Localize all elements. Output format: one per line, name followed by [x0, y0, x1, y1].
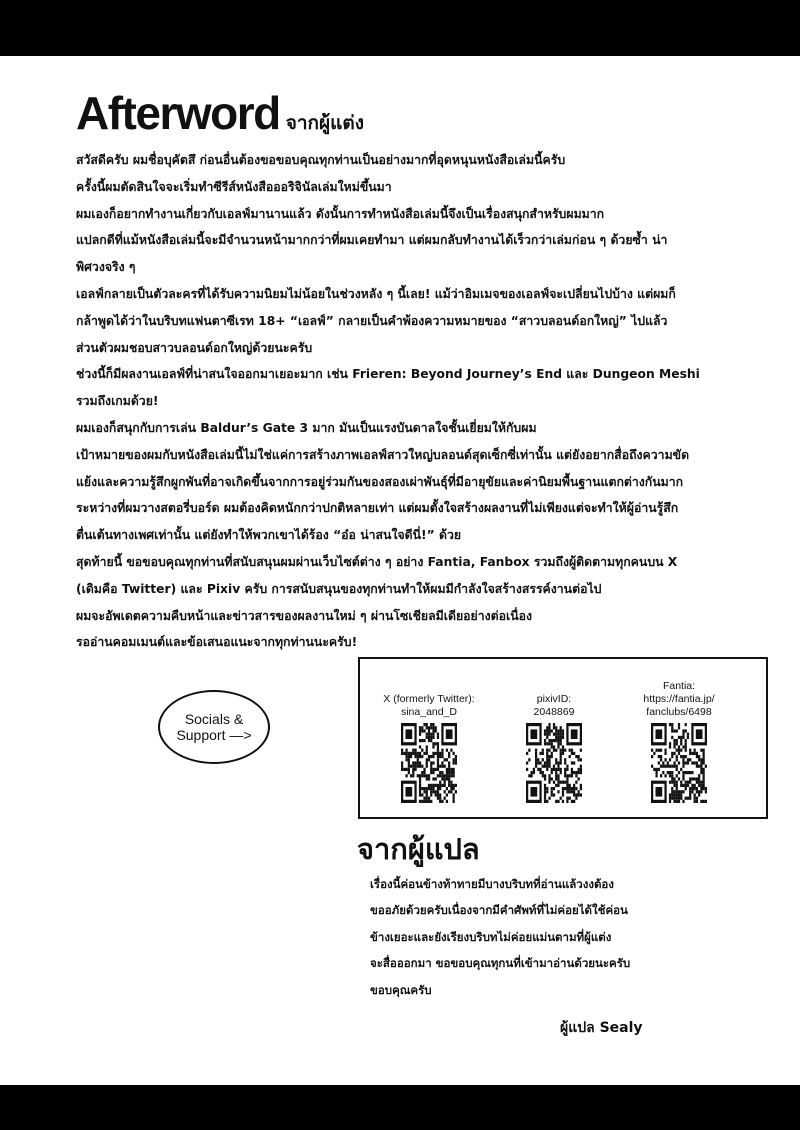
qr-label: fanclubs/6498	[646, 706, 712, 718]
translator-line: จะสื่อออกมา ขอขอบคุณทุกนที่เข้ามาอ่านด้วยนะครับ	[370, 956, 631, 971]
paragraph-line: เป้าหมายของผมกับหนังสือเล่มนี้ไม่ใช่แค่การสร้างภาพเอลฟ์สาวใหญ่บลอนด์สุดเซ็กซี่เท่านั้น แต่ยังอยากสื่อถึงความขัด	[76, 447, 690, 462]
translator-line: ขอบคุณครับ	[370, 982, 432, 997]
qr-label: https://fantia.jp/	[643, 693, 715, 705]
paragraph-line: สุดท้ายนี้ ขอขอบคุณทุกท่านที่สนับสนุนผมผ่านเว็บไซต์ต่าง ๆ อย่าง Fantia, Fanbox รวมถึงผู้ติดตามทุกคนบน X	[76, 554, 678, 569]
qr-x-twitter[interactable]	[364, 673, 494, 803]
paragraph-line: รวมถึงเกมด้วย!	[76, 394, 159, 409]
paragraph-line: เอลฟ์กลายเป็นตัวละครที่ได้รับความนิยมไม่น้อยในช่วงหลัง ๆ นี้เลย! แม้ว่าอิมเมจของเอลฟ์จะเปลี่ยนไปบ้าง แต่ผมก็	[76, 286, 676, 301]
qr-code-icon	[651, 723, 707, 803]
paragraph-line: ครั้งนี้ผมตัดสินใจจะเริ่มทำซีรีส์หนังสือออริจินัลเล่มใหม่ขึ้นมา	[76, 179, 392, 194]
translator-line: ข้างเยอะและยังเรียงบริบทไม่ค่อยแม่นตามที่ผู้แต่ง	[370, 929, 612, 944]
paragraph-line: แปลกดีที่แม้หนังสือเล่มนี้จะมีจำนวนหน้ามากกว่าที่ผมเคยทำมา แต่ผมกลับทำงานได้เร็วกว่าเล่มก่อน ๆ ด้วยซ้ำ น่า	[76, 233, 668, 248]
paragraph-line: พิศวงจริง ๆ	[76, 260, 136, 275]
translator-signature: ผู้แปล Sealy	[560, 1020, 643, 1036]
paragraph-line: ส่วนตัวผมชอบสาวบลอนด์อกใหญ่ด้วยนะครับ	[76, 340, 313, 355]
paragraph-line: ผมจะอัพเดตความคืบหน้าและข่าวสารของผลงานใหม่ ๆ ผ่านโซเชียลมีเดียอย่างต่อเนื่อง	[76, 608, 533, 623]
qr-pixiv[interactable]	[489, 679, 619, 803]
translator-note	[370, 871, 630, 1003]
socials-support-label	[158, 690, 270, 764]
bottom-black-bar	[0, 1085, 800, 1130]
paragraph-line: กล้าพูดได้ว่าในบริบทแฟนตาซีเรท 18+ “เอลฟ์” กลายเป็นคำพ้องความหมายของ “สาวบลอนด์อกใหญ่” ไปแล้ว	[76, 313, 668, 328]
qr-code-box	[358, 657, 768, 819]
socials-line2: Support —>	[176, 727, 252, 743]
paragraph-line: (เดิมคือ Twitter) และ Pixiv ครับ การสนับสนุนของทุกท่านทำให้ผมมีกำลังใจสร้างสรรค์งานต่อไป	[76, 581, 602, 596]
paragraph-line: ช่วงนี้ก็มีผลงานเอลฟ์ที่น่าสนใจออกมาเยอะมาก เช่น Frieren: Beyond Journey’s End และ Dungeon Meshi	[76, 367, 700, 382]
qr-code-icon	[401, 723, 457, 803]
paragraph-line: ตื่นเต้นทางเพศเท่านั้น แต่ยังทำให้พวกเขาได้ร้อง “อ๋อ น่าสนใจดีนี่!” ด้วย	[76, 528, 462, 543]
paragraph-line: สวัสดีครับ ผมชื่อบุคัตสึ ก่อนอื่นต้องขอขอบคุณทุกท่านเป็นอย่างมากที่อุดหนุนหนังสือเล่มนี้ครับ	[76, 153, 566, 167]
translator-line: เรื่องนี้ค่อนข้างท้าทายมีบางบริบทที่อ่านแล้วงงต้อง	[370, 877, 614, 891]
qr-label: Fantia:	[662, 680, 696, 692]
qr-label: pixivID:	[536, 693, 572, 705]
qr-fantia[interactable]	[614, 665, 744, 803]
paragraph-line: ผมเองก็สนุกกับการเล่น Baldur’s Gate 3 มาก มันเป็นแรงบันดาลใจชั้นเยี่ยมให้กับผม	[76, 420, 537, 435]
qr-code-icon	[526, 723, 582, 803]
translator-line: ขออภัยด้วยครับเนื่องจากมีคำศัพท์ที่ไม่ค่อยได้ใช้ค่อน	[370, 903, 628, 918]
qr-label: 2048869	[533, 706, 575, 718]
paragraph-line: ระหว่างที่ผมวางสตอรี่บอร์ด ผมต้องคิดหนักกว่าปกติหลายเท่า แต่ผมตั้งใจสร้างผลงานที่ไม่เพียงแต่จะทำให้ผู้อ่านรู้สึก	[76, 501, 679, 516]
qr-label: X (formerly Twitter):	[383, 693, 475, 705]
paragraph-line: แย้งและความรู้สึกผูกพันที่อาจเกิดขึ้นจากการอยู่ร่วมกันของสองเผ่าพันธุ์ที่มีอายุขัยและค่านิยมพื้นฐานแตกต่างกันมาก	[76, 474, 684, 489]
paragraph-line: รออ่านคอมเมนต์และข้อเสนอแนะจากทุกท่านนะครับ!	[76, 635, 358, 650]
socials-line1: Socials &	[184, 711, 244, 727]
top-black-bar	[0, 0, 800, 56]
translator-heading: จากผู้แปล	[357, 832, 480, 866]
page-title	[76, 86, 364, 140]
paragraph-line: ผมเองก็อยากทำงานเกี่ยวกับเอลฟ์มานานแล้ว ดังนั้นการทำหนังสือเล่มนี้จึงเป็นเรื่องสนุกสำหรับผมมาก	[76, 206, 605, 221]
title-sub: จากผู้แต่ง	[285, 112, 365, 134]
title-main: Afterword	[76, 87, 280, 139]
qr-label: sina_and_D	[400, 706, 458, 718]
author-note	[76, 147, 766, 656]
